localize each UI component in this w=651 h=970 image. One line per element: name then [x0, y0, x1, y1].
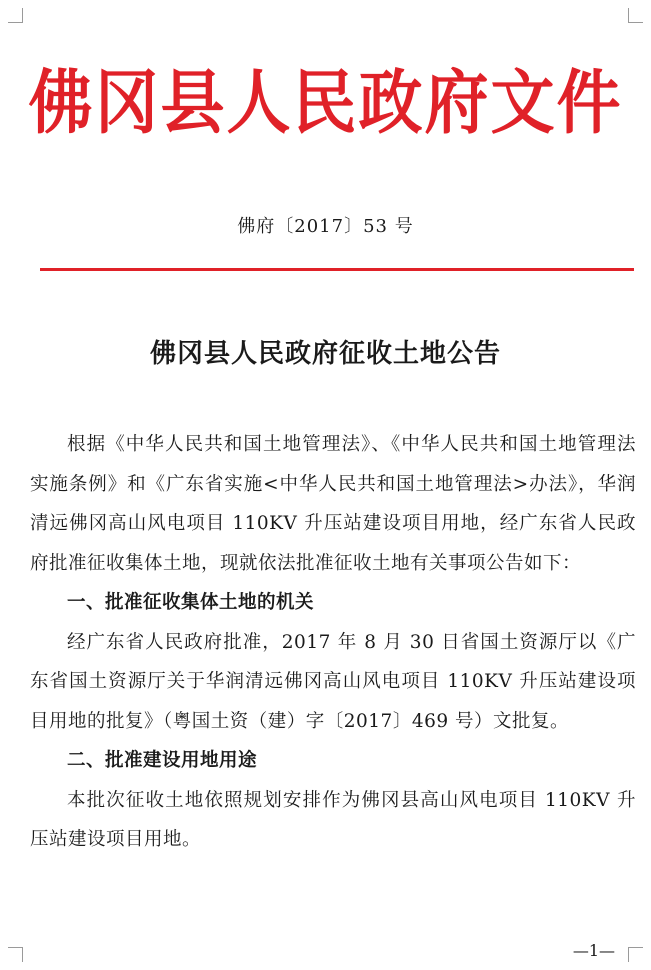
crop-mark-bottom-left [8, 947, 23, 962]
document-body [30, 425, 636, 860]
crop-mark-bottom-right [628, 947, 643, 962]
document-number: 佛府〔2017〕53 号 [237, 216, 414, 237]
crop-mark-top-right [628, 8, 643, 23]
page-number: —1— [572, 941, 615, 960]
section-heading-land-use: 二、批准建设用地用途 [67, 750, 258, 771]
intro-paragraph: 根据《中华人民共和国土地管理法》、《中华人民共和国土地管理法实施条例》和《广东省实施<中华人民共和国土地管理法>办法》，华润清远佛冈高山风电项目 110KV 升压站建设项目用地，经广东省人民政府批准征收集体土地，现就依法批准征收土地有关事项公告如下： [30, 434, 636, 574]
announcement-title: 佛冈县人民政府征收土地公告 [149, 339, 501, 369]
section-paragraph-land-use: 本批次征收土地依照规划安排作为佛冈县高山风电项目 110KV 升压站建设项目用地。 [30, 789, 636, 850]
document-masthead: 佛冈县人民政府文件 [28, 62, 623, 144]
crop-mark-top-left [8, 8, 23, 23]
section-paragraph-approval-authority: 经广东省人民政府批准，2017 年 8 月 30 日省国土资源厅以《广东省国土资源厅关于华润清远佛冈高山风电项目 110KV 升压站建设项目用地的批复》（粤国土资（建）字〔2017〕469 号）文批复。 [30, 631, 636, 732]
section-heading-approval-authority: 一、批准征收集体土地的机关 [67, 592, 315, 613]
red-divider-line [40, 268, 634, 271]
